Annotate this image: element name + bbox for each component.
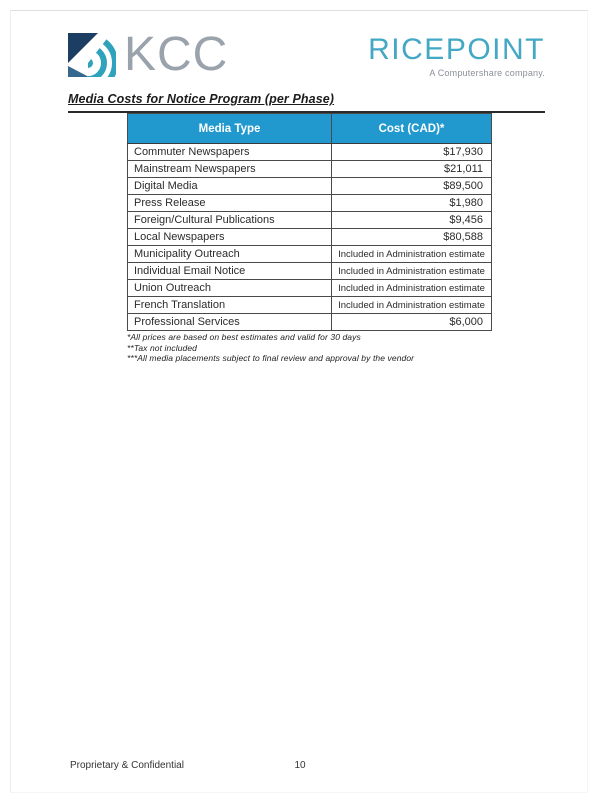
media-type-cell: Municipality Outreach <box>128 246 332 263</box>
ricepoint-logo <box>368 33 545 78</box>
media-type-cell: Commuter Newspapers <box>128 144 332 161</box>
table-row <box>128 314 492 331</box>
footnote: **Tax not included <box>127 342 198 353</box>
table-row <box>128 212 492 229</box>
cost-cell: $21,011 <box>332 161 492 178</box>
media-type-cell: Professional Services <box>128 314 332 331</box>
table-row <box>128 144 492 161</box>
ricepoint-tagline: A Computershare company. <box>429 68 545 78</box>
table-row <box>128 246 492 263</box>
media-costs-table-wrap <box>127 113 492 331</box>
media-type-cell: Press Release <box>128 195 332 212</box>
footer-confidential-label: Proprietary & Confidential <box>70 760 184 771</box>
cost-cell: $89,500 <box>332 178 492 195</box>
section-heading-rule <box>68 90 545 113</box>
logo-row <box>68 28 545 81</box>
media-type-cell: Foreign/Cultural Publications <box>128 212 332 229</box>
table-header-row <box>128 114 492 144</box>
cost-cell: $80,588 <box>332 229 492 246</box>
kcc-logo-text: KCC <box>124 28 229 81</box>
media-type-cell: Digital Media <box>128 178 332 195</box>
table-row <box>128 178 492 195</box>
page-footer <box>0 760 616 774</box>
table-row <box>128 229 492 246</box>
kcc-waves-mark-icon <box>68 33 116 77</box>
cost-cell: Included in Administration estimate <box>332 280 492 297</box>
cost-cell: Included in Administration estimate <box>332 246 492 263</box>
cost-cell: $9,456 <box>332 212 492 229</box>
table-header-cost: Cost (CAD)* <box>332 114 492 144</box>
footnotes <box>127 332 414 364</box>
media-costs-table <box>127 113 492 331</box>
media-type-cell: Mainstream Newspapers <box>128 161 332 178</box>
media-type-cell: French Translation <box>128 297 332 314</box>
footnote: ***All media placements subject to final review and approval by the vendor <box>127 353 415 363</box>
section-heading: Media Costs for Notice Program (per Phase) <box>68 92 335 106</box>
cost-cell: $6,000 <box>332 314 492 331</box>
table-header-media-type: Media Type <box>128 114 332 144</box>
table-row <box>128 195 492 212</box>
table-row <box>128 297 492 314</box>
footnote: *All prices are based on best estimates and valid for 30 days <box>127 332 361 342</box>
cost-cell: $1,980 <box>332 195 492 212</box>
media-table-body <box>128 144 492 331</box>
cost-cell: Included in Administration estimate <box>332 297 492 314</box>
media-type-cell: Individual Email Notice <box>128 263 332 280</box>
table-row <box>128 161 492 178</box>
cost-cell: $17,930 <box>332 144 492 161</box>
ricepoint-logo-text: RICEPOINT <box>368 33 545 66</box>
cost-cell: Included in Administration estimate <box>332 263 492 280</box>
media-type-cell: Union Outreach <box>128 280 332 297</box>
media-type-cell: Local Newspapers <box>128 229 332 246</box>
footer-page-number: 10 <box>294 760 306 771</box>
table-row <box>128 263 492 280</box>
table-row <box>128 280 492 297</box>
kcc-logo <box>68 28 229 81</box>
